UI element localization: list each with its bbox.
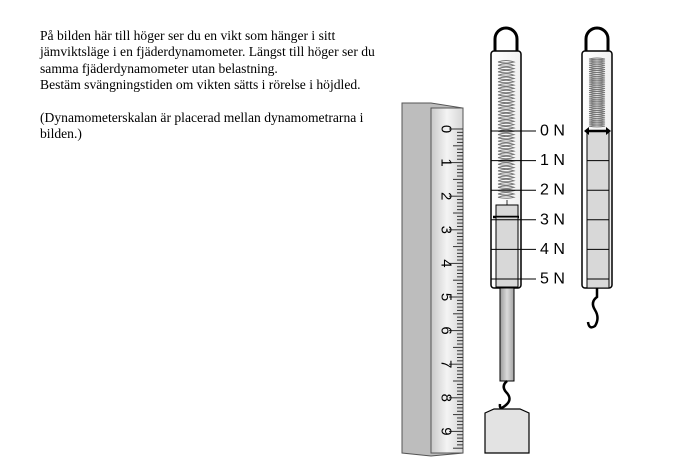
top-hook-icon (586, 28, 608, 51)
ruler-number: 3 (437, 225, 455, 234)
bottom-hook-icon (500, 381, 510, 408)
ruler-number: 1 (437, 158, 455, 167)
problem-paragraph-2: Bestäm svängningstiden om vikten sätts i rörelse i höjdled. (40, 77, 361, 93)
ruler (402, 103, 463, 456)
unloaded-dynamometer (582, 28, 612, 327)
scale-label: 3 N (540, 211, 565, 229)
scale-label: 0 N (540, 122, 565, 140)
top-hook-icon (495, 28, 517, 51)
ruler-number: 7 (437, 360, 455, 369)
bottom-hook-icon (588, 288, 598, 327)
inner-cylinder (496, 217, 518, 287)
scale-label: 1 N (540, 152, 565, 170)
ruler-number: 5 (437, 292, 455, 302)
scale-label: 2 N (540, 181, 565, 199)
ruler-number: 6 (437, 326, 455, 335)
ruler-number: 2 (437, 192, 455, 201)
loaded-dynamometer (485, 28, 529, 453)
scale-label: 5 N (540, 270, 565, 288)
inner-cylinder (587, 131, 609, 288)
ruler-number: 0 (437, 124, 455, 134)
scale-label: 4 N (540, 240, 565, 258)
problem-paragraph-1: På bilden här till höger ser du en vikt som hänger i sitt jämviktsläge i en fjäderdynamometer. Längst till höger ser du samma fjäderdynamometer utan belastning. (40, 28, 375, 76)
pull-rod (500, 288, 514, 381)
scale-note: (Dynamometerskalan är placerad mellan dynamometrarna i bilden.) (40, 109, 364, 142)
ruler-number: 9 (437, 427, 455, 436)
inner-cylinder-top (496, 205, 518, 217)
ruler-number: 8 (437, 393, 455, 402)
weight (485, 409, 529, 453)
ruler-number: 4 (437, 259, 455, 268)
